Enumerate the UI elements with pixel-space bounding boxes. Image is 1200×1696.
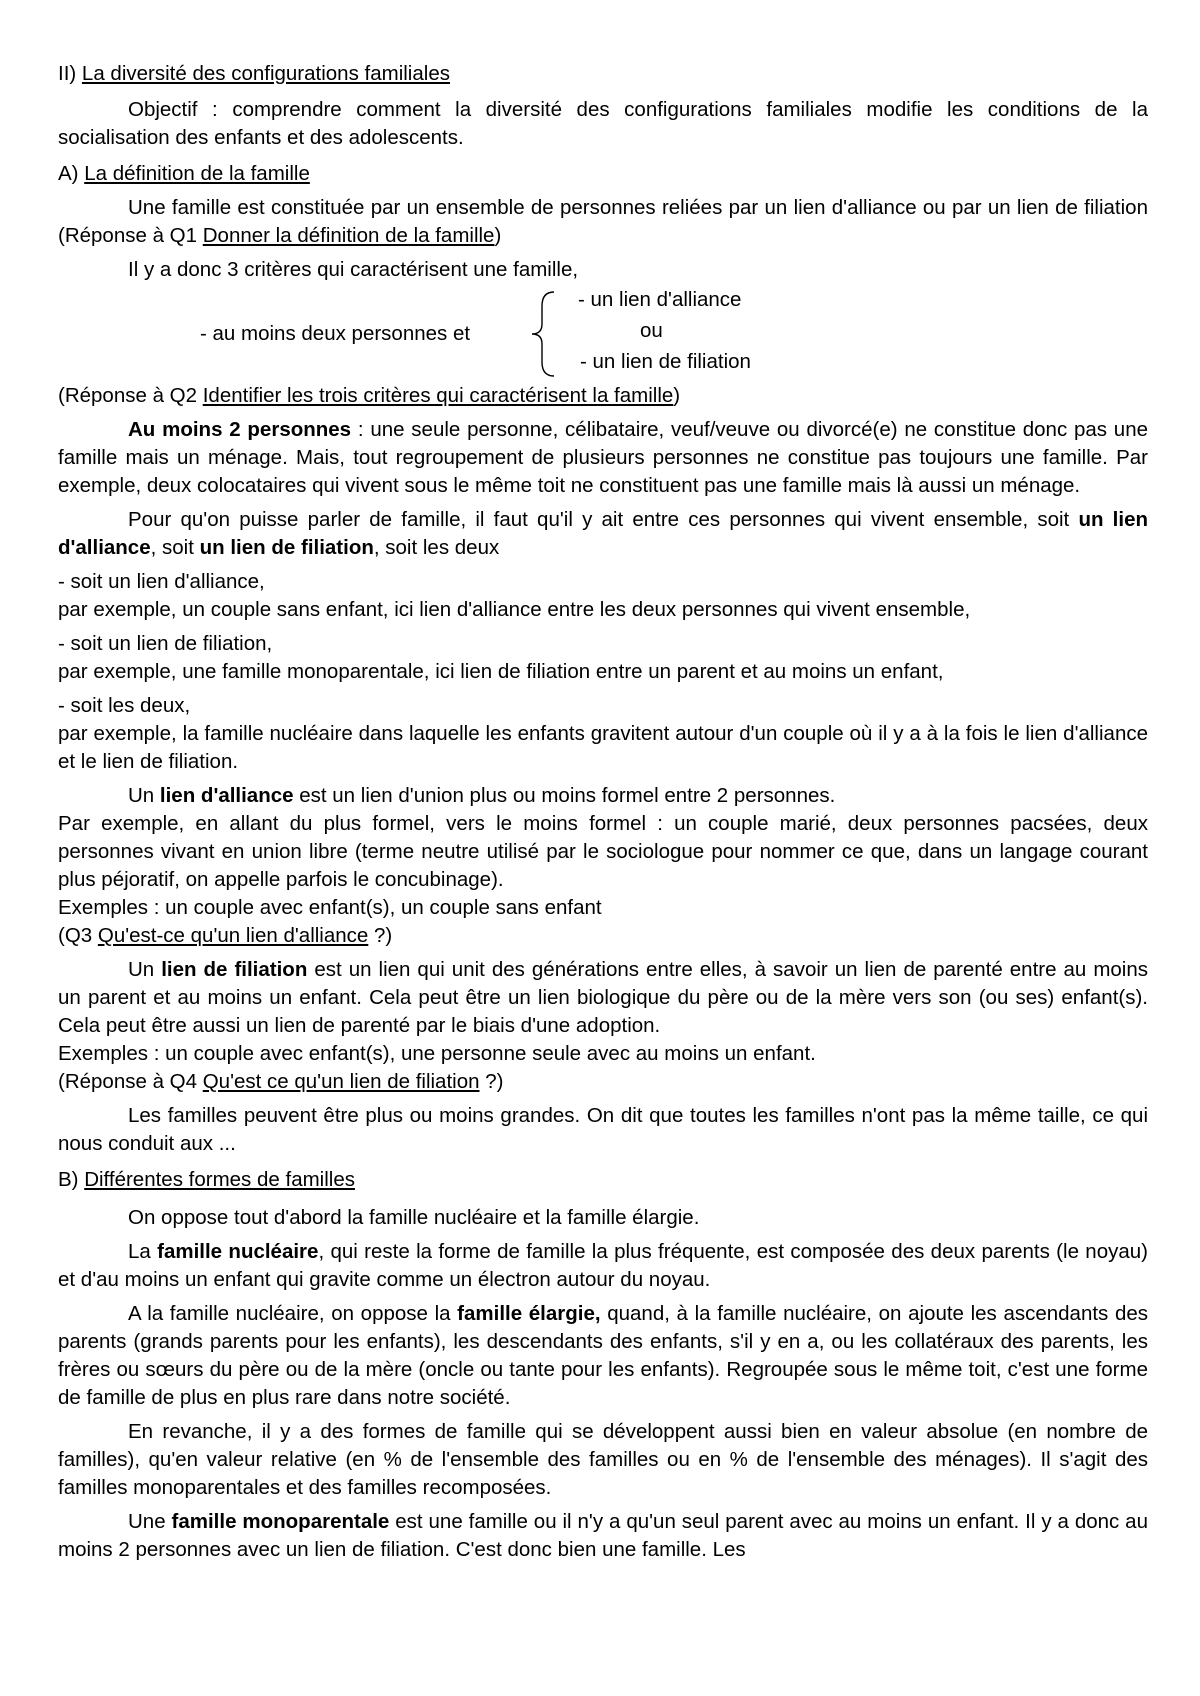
q1-reference: Donner la définition de la famille bbox=[202, 224, 495, 247]
criterion-filiation: - un lien de filiation bbox=[580, 350, 751, 373]
section-number: B) bbox=[58, 1168, 79, 1191]
extended-term: famille élargie, bbox=[457, 1302, 601, 1325]
section-number: II) bbox=[58, 62, 77, 85]
alliance-term: un lien d'alliance bbox=[58, 508, 1148, 559]
extended-text: quand, à la famille nucléaire, on ajoute les ascendants des parents (grands parents pour les enfants), les descendants des enfants, s'il y en a, ou les collatéraux des parents, les frères ou sœurs du père ou de la mère (oncle ou tante pour les enfants). Regroupée sous le même toit, c'est une forme de famille de plus en plus rare dans notre société. bbox=[58, 1302, 1148, 1409]
persons-paragraph bbox=[58, 416, 1148, 500]
single-parent-paragraph bbox=[58, 1508, 1148, 1564]
q3-reference: Qu'est-ce qu'un lien d'alliance bbox=[97, 924, 369, 947]
criterion-or: ou bbox=[640, 319, 663, 342]
section-title: La définition de la famille bbox=[84, 162, 310, 185]
nuclear-pre: La bbox=[128, 1240, 158, 1263]
q4-prefix: (Réponse à Q4 bbox=[58, 1070, 203, 1093]
section-heading-ii bbox=[58, 60, 1148, 88]
q4-end: ?) bbox=[479, 1070, 504, 1093]
definition-paragraph bbox=[58, 194, 1148, 250]
q2-prefix: (Réponse à Q2 bbox=[58, 384, 203, 407]
alliance-definition bbox=[58, 782, 1148, 810]
section-number: A) bbox=[58, 162, 79, 185]
forms-intro: On oppose tout d'abord la famille nucléaire et la famille élargie. bbox=[128, 1206, 700, 1229]
criterion-alliance: - un lien d'alliance bbox=[578, 288, 742, 311]
definition-end: ) bbox=[494, 224, 502, 247]
alliance-pre: Un bbox=[128, 784, 160, 807]
link-paragraph bbox=[58, 506, 1148, 562]
single-parent-pre: Une bbox=[128, 1510, 172, 1533]
filiation-pre: Un bbox=[128, 958, 162, 981]
q3-line bbox=[58, 922, 1148, 950]
alliance-text: est un lien d'union plus ou moins formel entre 2 personnes. bbox=[293, 784, 836, 807]
q4-reference: Qu'est ce qu'un lien de filiation bbox=[202, 1070, 480, 1093]
single-parent-text: est une famille ou il n'y a qu'un seul parent avec au moins un enfant. Il y a donc au moins 2 personnes avec un lien de filiation. C'est donc bien une famille. Les bbox=[58, 1510, 1148, 1561]
persons-term: Au moins 2 personnes bbox=[128, 418, 352, 441]
case-both: - soit les deux, bbox=[58, 694, 191, 717]
criteria-intro: Il y a donc 3 critères qui caractérisent une famille, bbox=[128, 258, 579, 281]
document-page bbox=[58, 60, 1148, 1564]
objective-paragraph: Objectif : comprendre comment la diversité des configurations familiales modifie les conditions de la socialisation des enfants et des adolescents. bbox=[58, 98, 1148, 149]
filiation-examples: Exemples : un couple avec enfant(s), une personne seule avec au moins un enfant. bbox=[58, 1042, 816, 1065]
growing-forms-paragraph: En revanche, il y a des formes de famille qui se développent aussi bien en valeur absolue (en nombre de familles), qu'en valeur relative (en % de l'ensemble des familles ou en % de l'ensemble des ménages). Il s'agit des familles monoparentales et des familles recomposées. bbox=[58, 1420, 1148, 1499]
criteria-block bbox=[58, 286, 1148, 382]
section-title: La diversité des configurations familiales bbox=[81, 62, 450, 85]
filiation-term: lien de filiation bbox=[161, 958, 308, 981]
extended-family-paragraph bbox=[58, 1300, 1148, 1412]
alliance-examples: Par exemple, en allant du plus formel, vers le moins formel : un couple marié, deux personnes pacsées, deux personnes vivant en union libre (terme neutre utilisé par le sociologue pour nommer ce que, dans un langage courant plus péjoratif, on appelle parfois le concubinage). bbox=[58, 812, 1148, 891]
filiation-term: un lien de filiation bbox=[199, 536, 374, 559]
case-alliance: - soit un lien d'alliance, bbox=[58, 570, 265, 593]
nuclear-family-paragraph bbox=[58, 1238, 1148, 1294]
filiation-definition bbox=[58, 956, 1148, 1040]
extended-pre: A la famille nucléaire, on oppose la bbox=[128, 1302, 458, 1325]
section-title: Différentes formes de familles bbox=[84, 1168, 355, 1191]
q2-end: ) bbox=[673, 384, 681, 407]
section-heading-b bbox=[58, 1166, 1148, 1194]
alliance-term: lien d'alliance bbox=[159, 784, 294, 807]
filiation-text: est un lien qui unit des générations entre elles, à savoir un lien de parenté entre au moins un parent et au moins un enfant. Cela peut être un lien biologique du père ou de la mère vers son (ou ses) enfant(s). Cela peut être aussi un lien de parenté par le biais d'une adoption. bbox=[58, 958, 1149, 1037]
case-filiation: - soit un lien de filiation, bbox=[58, 632, 273, 655]
link-text-1: Pour qu'on puisse parler de famille, il faut qu'il y ait entre ces personnes qui vivent ensemble, soit bbox=[128, 508, 1079, 531]
case-filiation-example: par exemple, une famille monoparentale, ici lien de filiation entre un parent et au moins un enfant, bbox=[58, 660, 944, 683]
q2-reference: Identifier les trois critères qui caractérisent la famille bbox=[202, 384, 674, 407]
q4-line bbox=[58, 1068, 1148, 1096]
nuclear-text: , qui reste la forme de famille la plus fréquente, est composée des deux parents (le noyau) et d'au moins un enfant qui gravite comme un électron autour du noyau. bbox=[58, 1240, 1148, 1291]
alliance-examples-2: Exemples : un couple avec enfant(s), un couple sans enfant bbox=[58, 896, 602, 919]
single-parent-term: famille monoparentale bbox=[171, 1510, 390, 1533]
family-size-paragraph: Les familles peuvent être plus ou moins grandes. On dit que toutes les familles n'ont pas la même taille, ce qui nous conduit aux ... bbox=[58, 1104, 1148, 1155]
criterion-persons: - au moins deux personnes et bbox=[200, 322, 471, 345]
definition-text: Une famille est constituée par un ensemble de personnes reliées par un lien d'alliance ou par un lien de filiation (Réponse à Q1 bbox=[58, 196, 1148, 247]
link-text-2: , soit bbox=[150, 536, 200, 559]
q2-answer-line bbox=[58, 382, 1148, 410]
section-heading-a bbox=[58, 160, 1148, 188]
q3-prefix: (Q3 bbox=[58, 924, 98, 947]
case-alliance-example: par exemple, un couple sans enfant, ici lien d'alliance entre les deux personnes qui vivent ensemble, bbox=[58, 598, 971, 621]
link-text-3: , soit les deux bbox=[373, 536, 500, 559]
case-both-example: par exemple, la famille nucléaire dans laquelle les enfants gravitent autour d'un couple où il y a à la fois le lien d'alliance et le lien de filiation. bbox=[58, 722, 1148, 773]
persons-text: : une seule personne, célibataire, veuf/veuve ou divorcé(e) ne constitue donc pas une famille mais un ménage. Mais, tout regroupement de plusieurs personnes ne constitue pas toujours une famille. Par exemple, deux colocataires qui vivent sous le même toit ne constituent pas une famille mais là aussi un ménage. bbox=[58, 418, 1148, 497]
curly-brace-icon bbox=[526, 288, 566, 380]
q3-end: ?) bbox=[368, 924, 393, 947]
nuclear-term: famille nucléaire bbox=[157, 1240, 319, 1263]
